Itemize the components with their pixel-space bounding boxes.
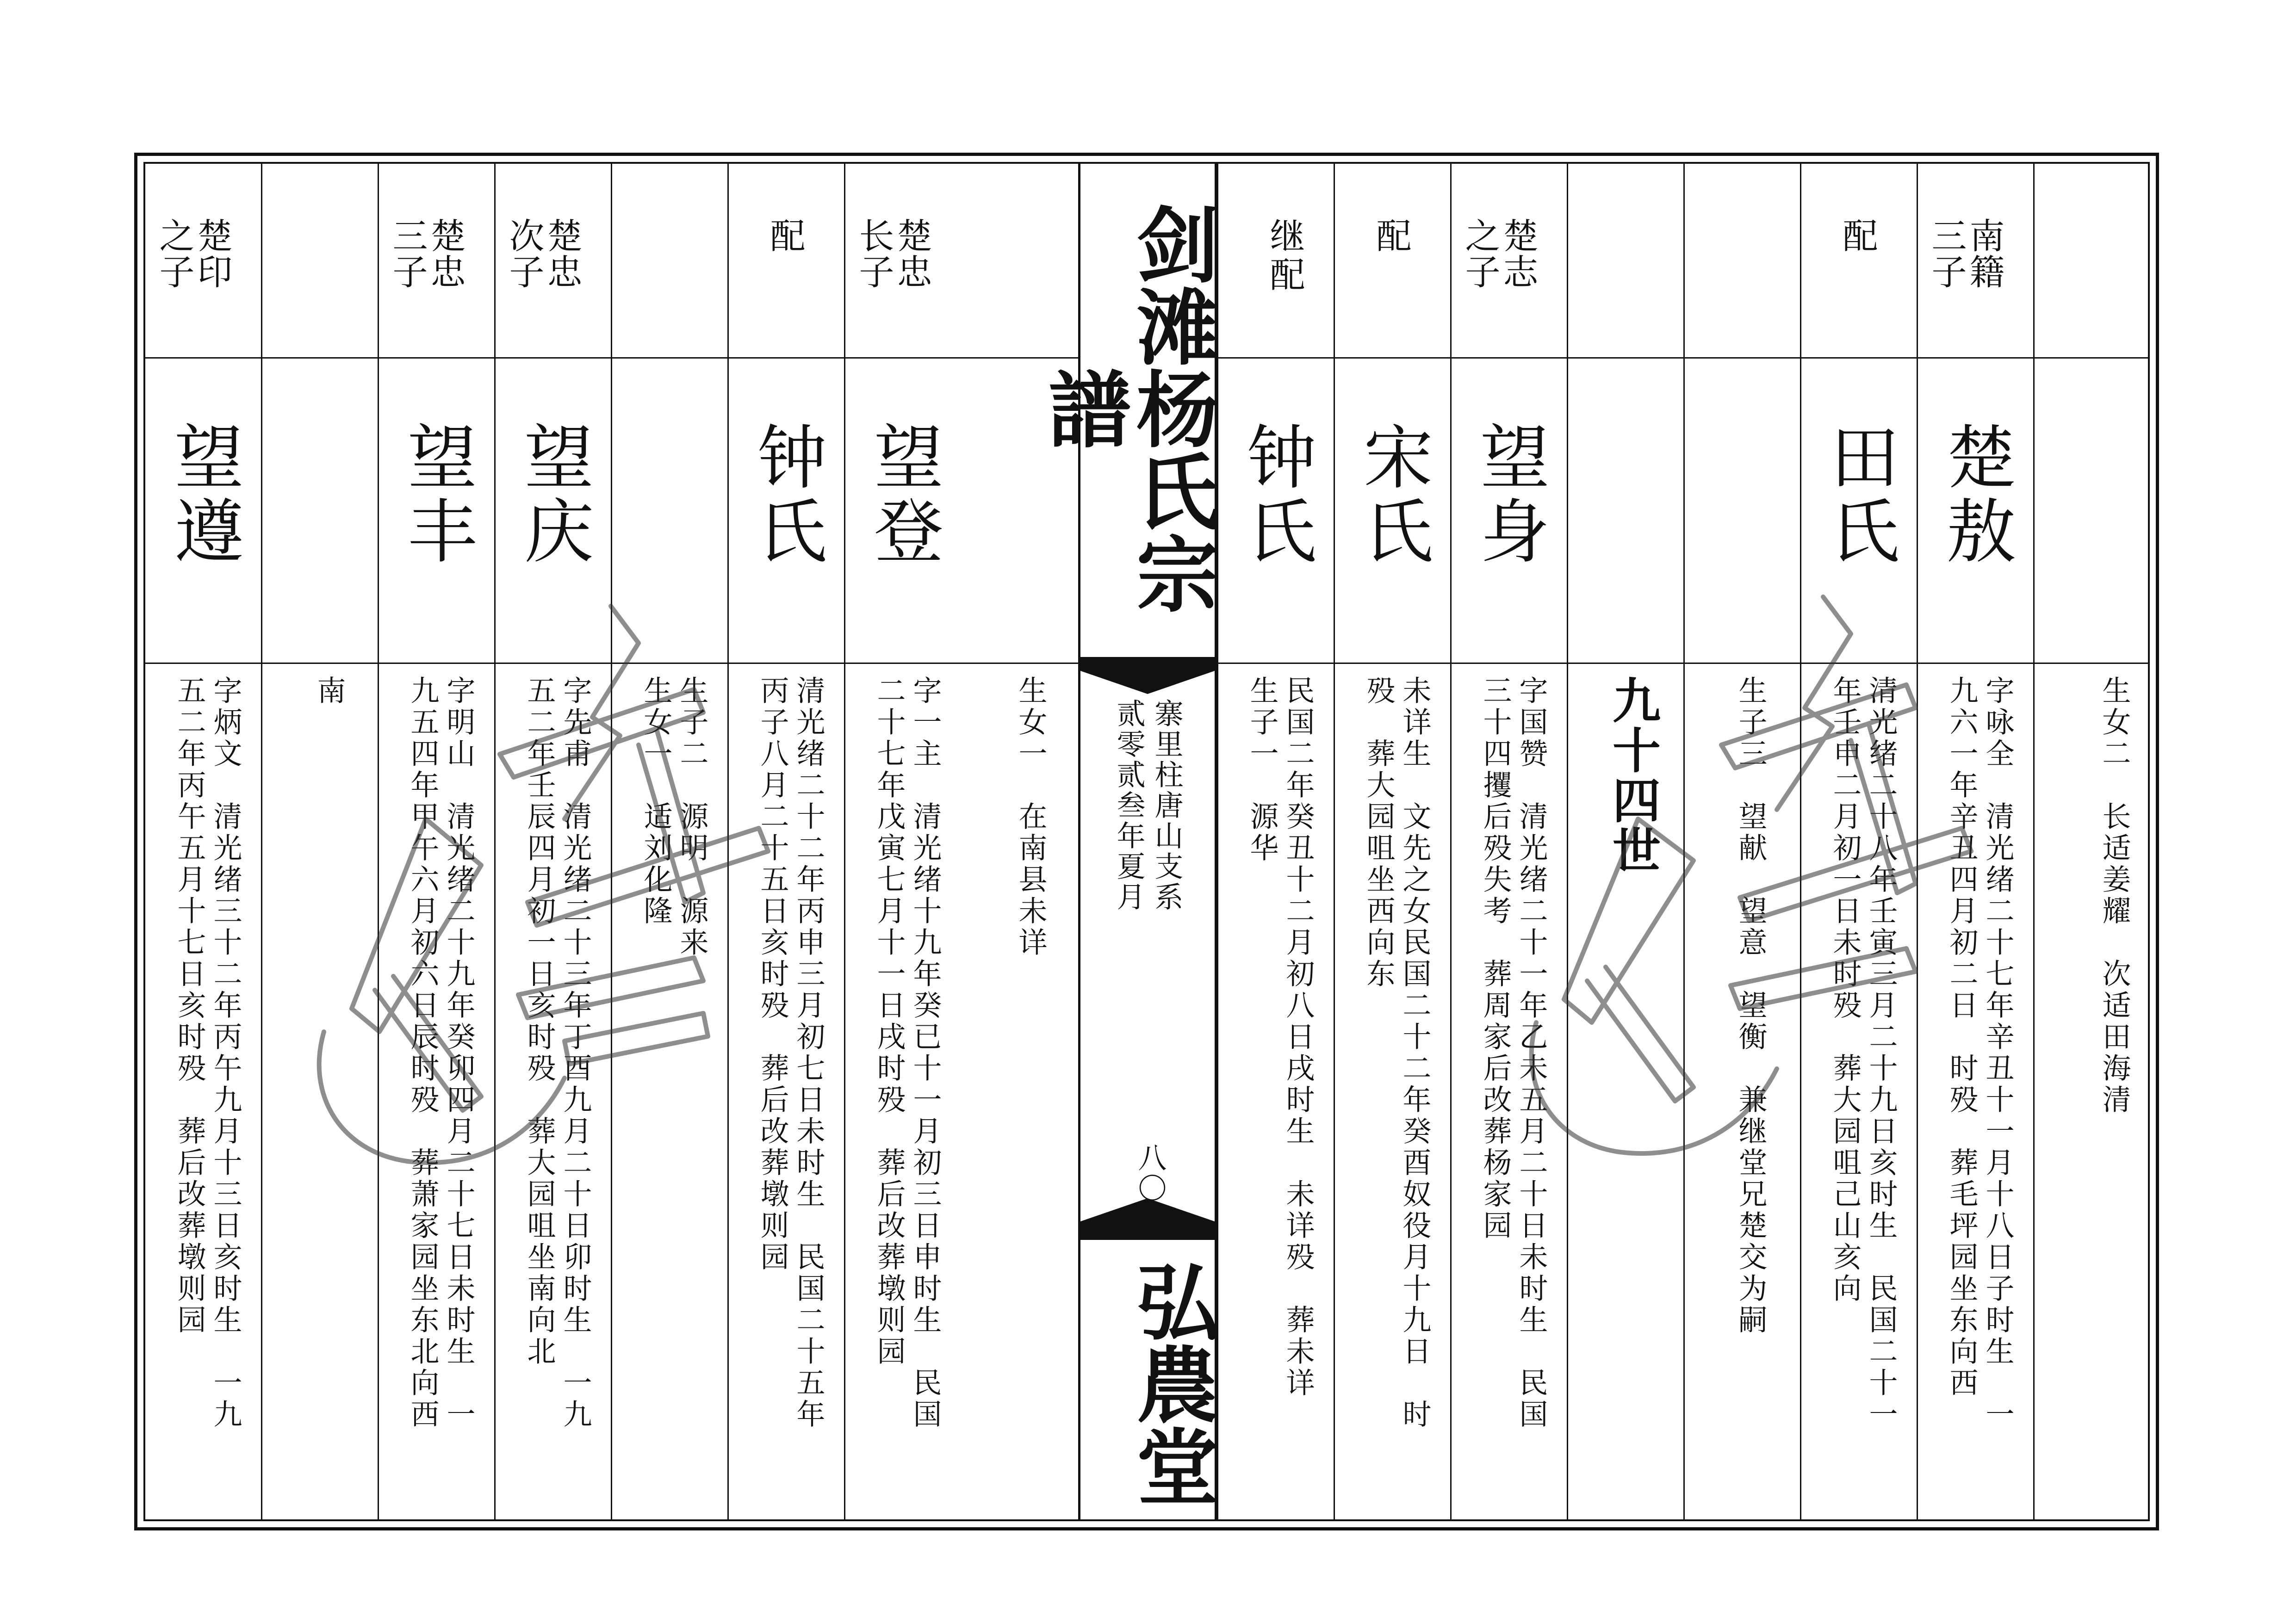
person-name: 望登 [862,421,943,569]
bio-line-1: 未详生 文先之女民国二十二年癸酉奴役月十九日 时 [1398,675,1432,1431]
bio-line-2: 五二年丙午五月十七日亥时殁 葬后改葬墩则园 [173,675,206,1336]
compile-date: 贰零贰叁年夏月 [1112,699,1146,912]
bio-line-2: 年壬申二月初一日未时殁 葬大园咀己山亥向 [1828,675,1862,1305]
bio-line-1: 字明山 清光绪二十九年癸卯四月二十七日未时生 一 [442,675,476,1431]
column-left-0 [961,162,1078,1521]
bio-line-1: 生子二 源明 源来 [675,675,709,959]
bio-line-1: 字炳文 清光绪三十二年丙午九月十三日亥时生 一九 [209,675,242,1431]
watermark-stamp-right [1444,578,1999,1226]
person-name: 钟氏 [1235,421,1316,569]
bio-line-2: 殁 葬大园咀坐西向东 [1362,675,1396,990]
bio-line-2: 生女一 适刘化隆 [639,675,673,927]
relation-line-2: 之子 [1459,217,1501,290]
branch-name: 寨里柱唐山支系 [1150,699,1184,912]
relation-line-2: 配 [764,217,806,254]
bio-line-1: 生女二 长适姜耀 次适田海清 [2097,675,2131,1116]
hall-name: 弘農堂 [1123,1260,1219,1507]
column-right-5 [1334,162,1450,1521]
bio-line-2: 三十四攫后殁失考 葬周家后改葬杨家园 [1478,675,1512,1242]
person-name: 望庆 [512,421,593,569]
bio-line-1: 字国赞 清光绪二十一年乙未五月二十日未时生 民国 [1514,675,1548,1431]
relation-line-2: 长子 [853,217,894,290]
person-name: 钟氏 [745,421,826,569]
relation-line-1: 楚忠 [891,217,932,290]
person-name: 宋氏 [1352,421,1432,569]
spine-top-bracket [1080,657,1215,694]
bio-line-1: 字一主 清光绪十九年癸已十一月初三日申时生 民国 [908,675,942,1431]
spine-bottom-bracket [1080,1198,1215,1240]
relation-line-2: 配 [1837,217,1878,254]
relation-line-1: 继 [1264,217,1305,254]
bio-line-1: 生子三 望献 望意 望衡 兼继堂兄楚交为嗣 [1734,675,1768,1336]
person-name: 田氏 [1818,421,1899,569]
bio-line-1: 南 [312,675,346,707]
bio-line-2: 生子一 源华 [1245,675,1279,864]
relation-line-2: 配 [1264,256,1305,292]
bio-line-2: 丙子八月二十五日亥时殁 葬后改葬墩则园 [756,675,789,1273]
relation-line-2: 次子 [503,217,545,290]
relation-line-1: 楚印 [192,217,233,290]
relation-line-1: 楚忠 [425,217,466,290]
bio-line-2: 九六一年辛丑四月初二日 时殁 葬毛坪园坐东向西 [1945,675,1979,1399]
bio-line-2: 九五四年甲午六月初六日辰时殁 葬萧家园坐东北向西 [406,675,440,1431]
bio-line-1: 生女一 在南县未详 [1014,675,1048,959]
bio-line-1: 字先甫 清光绪二十三年丁酉九月二十日卯时生 一九 [558,675,592,1431]
bio-line-1: 民国二年癸丑十二月初八日戌时生 未详殁 葬未详 [1281,675,1315,1399]
relation-line-2: 三子 [1926,217,1967,290]
column-left-1 [844,162,961,1521]
book-title: 剑滩杨氏宗譜 [1035,202,1219,614]
person-name: 望遵 [162,421,243,569]
relation-line-1: 楚志 [1497,217,1539,290]
bio-line-1: 字咏全 清光绪二十七年辛丑十一月十八日子时生 一 [1981,675,2015,1431]
relation-line-2: 三子 [387,217,428,290]
relation-line-2: 配 [1371,217,1412,254]
relation-line-1: 楚忠 [541,217,583,290]
column-right-0 [2033,162,2150,1521]
bio-line-2: 二十七年戊寅七月十一日戌时殁 葬后改葬墩则园 [872,675,906,1368]
watermark-stamp-left [241,578,842,1249]
person-name: 望身 [1468,421,1549,569]
page-number: 八〇 [1133,1143,1167,1204]
relation-line-2: 之子 [154,217,195,290]
person-name: 望丰 [396,421,476,569]
person-name: 楚敖 [1935,421,2015,569]
bio-line-2: 五二年壬辰四月初一日亥时殁 葬大园咀坐南向北 [522,675,556,1368]
bio-line-1: 清光绪二十二年丙申三月初七日未时生 民国二十五年 [792,675,825,1431]
relation-line-1: 南籍 [1964,217,2005,290]
bio-line-1: 清光绪二十八年壬寅三月二十九日亥时生 民国二十一 [1864,675,1898,1431]
book-spine [1035,162,1219,1521]
column-right-6 [1217,162,1334,1521]
generation-label: 九十四世 [1604,675,1661,875]
